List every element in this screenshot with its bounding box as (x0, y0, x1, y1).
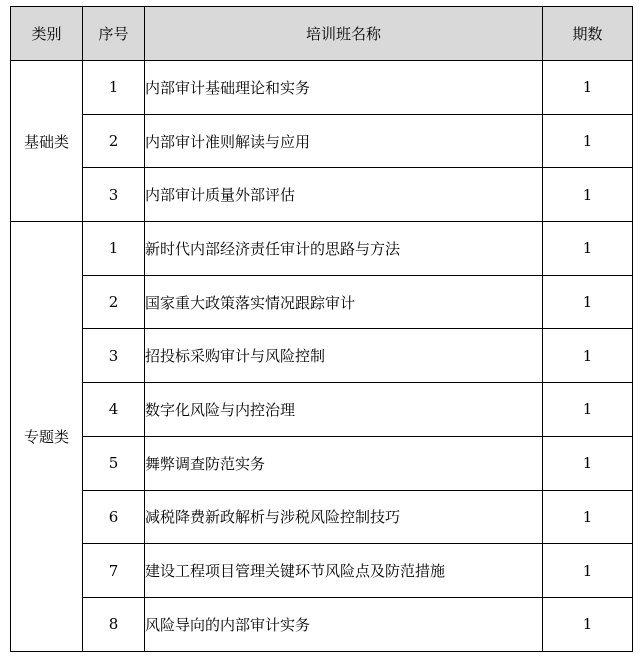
periods-cell: 1 (543, 168, 633, 222)
number-cell: 1 (83, 222, 145, 276)
number-cell: 7 (83, 544, 145, 598)
number-cell: 6 (83, 490, 145, 544)
table-row (11, 490, 633, 544)
table-row (11, 544, 633, 598)
periods-cell: 1 (543, 597, 633, 651)
course-name-cell: 内部审计质量外部评估 (145, 168, 543, 222)
training-table (10, 6, 633, 652)
table-row (11, 329, 633, 383)
table-row (11, 61, 633, 115)
table-row (11, 168, 633, 222)
table-row (11, 222, 633, 276)
category-cell-special: 专题类 (11, 222, 83, 652)
course-name-cell: 舞弊调查防范实务 (145, 436, 543, 490)
periods-cell: 1 (543, 544, 633, 598)
table-row (11, 114, 633, 168)
course-name-cell: 招投标采购审计与风险控制 (145, 329, 543, 383)
category-cell-basic: 基础类 (11, 61, 83, 222)
number-cell: 2 (83, 114, 145, 168)
periods-cell: 1 (543, 275, 633, 329)
periods-cell: 1 (543, 329, 633, 383)
header-number: 序号 (83, 7, 145, 61)
header-periods: 期数 (543, 7, 633, 61)
periods-cell: 1 (543, 114, 633, 168)
number-cell: 3 (83, 168, 145, 222)
course-name-cell: 内部审计基础理论和实务 (145, 61, 543, 115)
table-row (11, 275, 633, 329)
periods-cell: 1 (543, 61, 633, 115)
periods-cell: 1 (543, 490, 633, 544)
table-row (11, 436, 633, 490)
course-name-cell: 数字化风险与内控治理 (145, 383, 543, 437)
course-name-cell: 减税降费新政解析与涉税风险控制技巧 (145, 490, 543, 544)
number-cell: 8 (83, 597, 145, 651)
number-cell: 1 (83, 61, 145, 115)
course-name-cell: 建设工程项目管理关键环节风险点及防范措施 (145, 544, 543, 598)
periods-cell: 1 (543, 383, 633, 437)
header-row (11, 7, 633, 61)
table-body (11, 61, 633, 652)
table-header (11, 7, 633, 61)
number-cell: 3 (83, 329, 145, 383)
number-cell: 2 (83, 275, 145, 329)
header-category: 类别 (11, 7, 83, 61)
course-name-cell: 风险导向的内部审计实务 (145, 597, 543, 651)
header-name: 培训班名称 (145, 7, 543, 61)
periods-cell: 1 (543, 222, 633, 276)
course-name-cell: 内部审计准则解读与应用 (145, 114, 543, 168)
number-cell: 4 (83, 383, 145, 437)
course-name-cell: 新时代内部经济责任审计的思路与方法 (145, 222, 543, 276)
periods-cell: 1 (543, 436, 633, 490)
table-row (11, 383, 633, 437)
table-row (11, 597, 633, 651)
number-cell: 5 (83, 436, 145, 490)
course-name-cell: 国家重大政策落实情况跟踪审计 (145, 275, 543, 329)
